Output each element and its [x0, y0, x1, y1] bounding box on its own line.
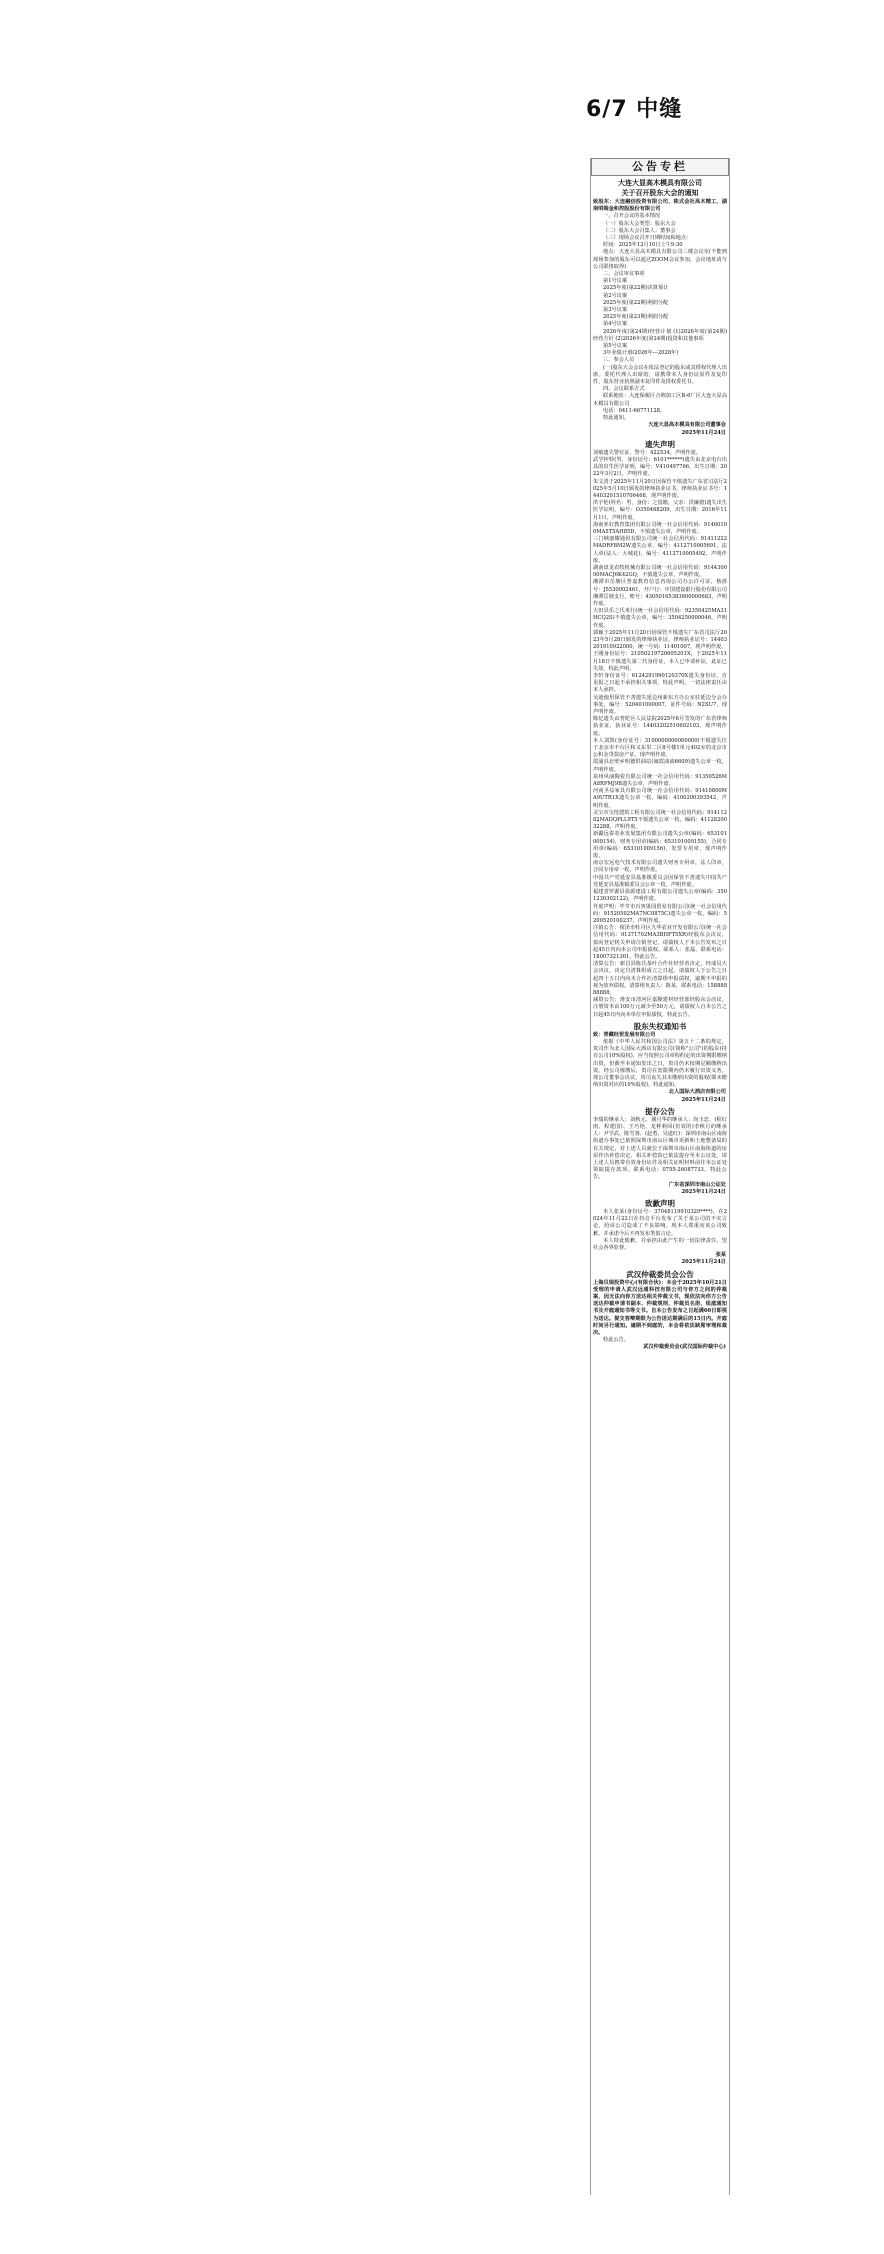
notice-title: 大连大显高木模具有限公司: [618, 179, 702, 187]
notice-title: 武汉仲裁委员会公告: [626, 1269, 694, 1279]
list-item: 南京宏远电气技术有限公司遗失财务专用章，法人印章，合同专用章一枚，声明作废。: [593, 860, 727, 874]
list-item: 泉州风丽陶瓷有限公司统一社会信用代码：91350526MA8RPMJ9B遗失公章，声明作废。: [593, 773, 727, 788]
paragraph: (一)股东大会会议在依法登记的股东或其授权代理人出席。委托代理人出席的，请携带本人身份证原件及复印件，股东营业执照副本复印件及授权委托书。: [593, 364, 727, 386]
list-item: 王刚身份证号：21050219720605201X，于2025年11月18日不慎遗失第二代身份证，本人已申请补证，此证已失效，特此声明。: [593, 651, 727, 672]
signature-name: 张某: [715, 1252, 726, 1259]
list-item: 三门峡康耀通讯有限公司统一社会信用代码：91411222MADRF8M2W遗失公章，编号：4112710005691，法人章(法人：大城花)，编号：4112710005492，声明作废。: [593, 536, 727, 564]
paragraph: 特此公告。: [603, 1337, 629, 1344]
signature-date: 2025年11月24日: [681, 1259, 726, 1266]
announcement-column: [590, 158, 730, 2195]
paragraph: 联系地址：大连保税区合锦加工区B-6厂区大连大显高木模具有限公司: [593, 393, 727, 407]
list-item: 作废声明：毕节市百客果园贸易有限公司(统一社会信用代码：91520502MA7NC0875C)遗失公章一枚，编码：5200520100237，声明作废。: [593, 903, 727, 924]
list-item: 清算公告：新昌县陈氏茶叶合作社经营者决定，经成员大会决议，决定自清算组成立之日起，请债权人于公告之日起四十五日内向本合作社清算组申报债权，逾期不申报的视为放弃债权。清算组负责人：陈某，联系电话：15888888888。: [593, 961, 727, 996]
list-item: 海南亚好教育集团有限公司统一社会信用代码：91460100MA5T5AH85D，不慎遗失公章，声明作废。: [593, 521, 727, 535]
paragraph: 2025年度(第22期)利润分配: [603, 299, 669, 306]
paragraph: 2025年度(第22期)决算预计: [603, 285, 669, 292]
signature-company: 北人国际大酒店有限公司: [668, 1089, 726, 1096]
notice-apology: [591, 1199, 729, 1267]
signature-date: 2025年11月24日: [681, 1188, 726, 1195]
paragraph: 本人特此致歉，并承担由此产生的一切法律责任。望社会各界监督。: [593, 1237, 727, 1252]
notice-shareholder-forfeiture: [591, 1022, 729, 1104]
paragraph: 李瑞的继承人：刘秋元、谢月华的继承人：尚玉忠、(程红雨、程建国)、王巧艳、龙秤莉回(仿效的)李秋月的继承人：尹学武、陈雪蓉、(赵勇、吴道红)：深圳市南山区南海街道办事处已依照深圳市南山区城市更新和土地整备局的有关规定，对上述人员就位于深圳市南山区南海街道的房屋作出补偿决定，相关补偿款已依法提存至本公证处。请上述人员携带有效身份证件及相关证明材料前往本公证处领取提存款项。联系电话：0755-26087733。特此公告。: [593, 1116, 727, 1181]
paragraph: 特此通知。: [603, 415, 629, 422]
paragraph: 上海贝瑞投资中心(有限合伙)：本会于2025年10月21日受理的申请人武汉远通科技有限公司与你方之间的仲裁案，因无法向你方送达相关仲裁文书，现依法向你方公告送达仲裁申请书副本、仲裁规则、仲裁员名册、组庭通知书及开庭通知书等文书。自本公告发布之日起满60日即视为送达。提交答辩期限为公告送达期满后的15日内。开庭时间另行通知。逾期不到庭的，本会将依法缺席审理和裁决。: [593, 1279, 727, 1337]
notice-lost-declarations: [591, 440, 729, 1019]
notice-title: 遗失声明: [645, 439, 675, 449]
list-item: 大田县乐之氏米行(统一社会信用代码：92350425MA31HCQ2S)不慎遗失公章，编号：3504250000046，声明作废。: [593, 608, 727, 629]
paragraph: 本人张某(身份证号：37048119910329****)，在2024年11月22日在抖音平台发布了关于某公司的不实言论，给该公司造成了不良影响。现本人郑重向该公司致歉，并承诺今后不再发布类似言论。: [593, 1209, 727, 1237]
paragraph: 电话：0411-66771128。: [603, 407, 666, 414]
notice-title: 股东失权通知书: [633, 1021, 687, 1031]
paragraph: 地点：大连大显高木模具有限公司三楼会议室(不能到现场参加的股东可以通过ZOOM会议参加，会议地址请与公司联络取得): [593, 249, 727, 270]
notice-addressee: 致股东：大连融信投资有限公司、株式会社高木精工、湖南明端金和控股股份有限公司: [593, 199, 727, 213]
paragraph: 依据《中华人民共和国公司法》第五十二条的规定，贵司作为北人国际大酒店有限公司(简称"公司")的股东(持有公司10%股权)，应当按照公司章程约定的出资期限缴纳出资，但截至本通知发出之日，贵司仍未按期足额缴纳出资。经公司催缴后，贵司在宽限期内仍未履行出资义务。现公司董事会决议，贵司丧失其未缴纳出资的股权(即未缴纳出资对应的10%股权)，特此通知。: [593, 1038, 727, 1089]
paragraph: 第5号议案: [603, 343, 628, 350]
list-item: 减资公告：淮安市清河区嘉顺建材经营部经股东会决议，注册资本由100万元减少至50万元，请债权人自本公告之日起45日内向本单位申报债权，特此公告。: [593, 997, 727, 1018]
list-item: 洪宇伦(姓名：男，身份：之国籍，父亲：洪廉德)遗失出生医学证明，编号：O350468209，出生日期：2016年11月1日，声明作废。: [593, 500, 727, 521]
paragraph: 时间：2025年12月10日上午9:30: [603, 242, 683, 249]
list-item: 福建省罗源县盈源建设工程有限公司遗失公章(编码：3501230302122)，声明作废。: [593, 889, 727, 903]
paragraph: 第1号议案: [603, 278, 628, 285]
list-item: 武学梓特(男，身份证号：6101******)遗失由北京电台出具的出生医学证明，编号：V410497766，出生日期：2022年3月2日，声明作废。: [593, 456, 727, 478]
paragraph: 2026年度(第24期)经营计划 (1)2026年度(第24期)经营方针 (2)2026年度(第24期)投资和其他事项: [593, 328, 727, 342]
paragraph: 第4号议案: [603, 321, 628, 328]
list-item: 注销公告：荷泽市牡丹区九华农业开发有限公司(统一社会信用代码：91371702MA3BHFT5XR)经股东会决议，拟向登记机关申请注销登记，请债权人于本公告发布之日起45日内向本公司申报债权。联系人：张磊，联系电话：18007321361，特此公告。: [593, 925, 727, 960]
list-item: 河南圣益家具有限公司统一社会信用代码：91410800MA9UTR1X遗失公章一枚，编码：4100200393542，声明作废。: [593, 788, 727, 809]
paragraph: 2025年度(第23期)利润分配: [603, 314, 669, 321]
notice-title: 提存公告: [645, 1106, 675, 1116]
notice-shareholder-meeting: [591, 179, 729, 437]
list-item: 中国共产党延安县基准镇委员会因保管不善遗失中国共产党延安县基准镇委员会公章一枚，声明作废。: [593, 874, 727, 888]
list-item: 刘敏遗失警官证，警号：422534，声明作废。: [593, 449, 701, 456]
column-banner: 公告专栏: [591, 158, 729, 176]
paragraph: （三）现场会议召开日期时间和地点：: [603, 235, 692, 242]
list-item: 陈忆遗失由普陀区人民法院2025年6月签发的广东省律师执业证，执业证号：14403202510602103，现声明作废。: [593, 716, 727, 737]
paragraph: 第2号议案: [603, 292, 628, 299]
paragraph: （一）股东大会类型：股东大会: [603, 220, 676, 227]
paragraph: 二、会议审议事项: [603, 271, 645, 278]
notice-title: 致歉声明: [645, 1199, 675, 1209]
notice-deposit: [591, 1107, 729, 1196]
list-item: 霞浦县北壁乡明德供油站(闽霞油油6609)遗失公章一枚，声明作废。: [593, 759, 727, 773]
list-item: 郭颖于2025年11月20日因保管不慎遗失广东省司法厅2023年5月28日颁发的律师执业证，律师执业证号：14403201910922000，统一号码：11401007，现声明作废。: [593, 629, 727, 651]
page-header: 6/7 中缝: [586, 97, 683, 122]
paragraph: （二）股东大会召集人：董事会: [603, 227, 676, 234]
notice-arbitration: [591, 1270, 729, 1352]
list-item: 吴迪使用保管不善遗失延边州新东方办公室驻延边分会办事处，编号：520401000007，证件号码：N2XU7，现声明作废。: [593, 694, 727, 716]
signature-date: 2025年11月24日: [681, 429, 726, 436]
signature-date: 2025年11月24日: [681, 1096, 726, 1103]
paragraph: 一、召开会议的基本情况: [603, 213, 661, 220]
signature-company: 广东省深圳市南山公证处: [668, 1181, 726, 1188]
signature-company: 大连大显高木模具有限公司董事会: [648, 422, 726, 429]
paragraph: 3年业绩计划(2026年—2028年): [603, 350, 679, 357]
notice-subtitle: 关于召开股东大会的通知: [621, 189, 699, 197]
list-item: 朱文清于2025年11月20日因保管不慎遗失广东省司法厅2025年5月10日颁发的律师执业证书，律师执业证书号：14403201510706468，现声明作废。: [593, 478, 727, 499]
list-item: 李轩身份证号：6124291990120370X遗失身份证，自见报之日起不承担相关事项，特此声明，一切法律责任由本人承担。: [593, 673, 727, 694]
notice-addressee: 致：青藏经贸发展有限公司: [593, 1031, 656, 1038]
signature-company: 武汉仲裁委员会(武汉国际仲裁中心): [643, 1344, 726, 1351]
paragraph: 第3号议案: [603, 307, 628, 314]
paragraph: 四、会议联系方式: [603, 386, 645, 393]
list-item: 本人刘凯(身份证号：3100000000000000)不慎遗失位于北京市丰台区和义东里二区8号楼1单元402室的北京市公积金贷款房产证，现声明作废。: [593, 737, 727, 759]
list-item: 湖南盘龙农牧机械有限公司统一社会信用代码：914430000MACJ6K42GQ，不慎遗失公章，声明作废。: [593, 564, 727, 579]
list-item: 湘潭市岳塘区普嘉教育信息咨询公司办公许可证，核准号：J5530002461，开户行：中国建设银行股份有限公司湘潭岳塘支行，账号：43050165383600000683，声明作废。: [593, 579, 727, 607]
list-item: 灵宝市宝莲建筑工程有限公司统一社会信用代码：91411282MADQPLL9T5不慎遗失公章一枚，编码：4112820032288，声明作废。: [593, 809, 727, 831]
paragraph: 三、参会人员: [603, 357, 635, 364]
list-item: 新疆远泰农业发展集团有限公司遗失公章(编码：653101009154)，财务专用章(编码：653101009155)，合同专用章(编码：653101009156)，发票专用章，现声明作废。: [593, 831, 727, 860]
